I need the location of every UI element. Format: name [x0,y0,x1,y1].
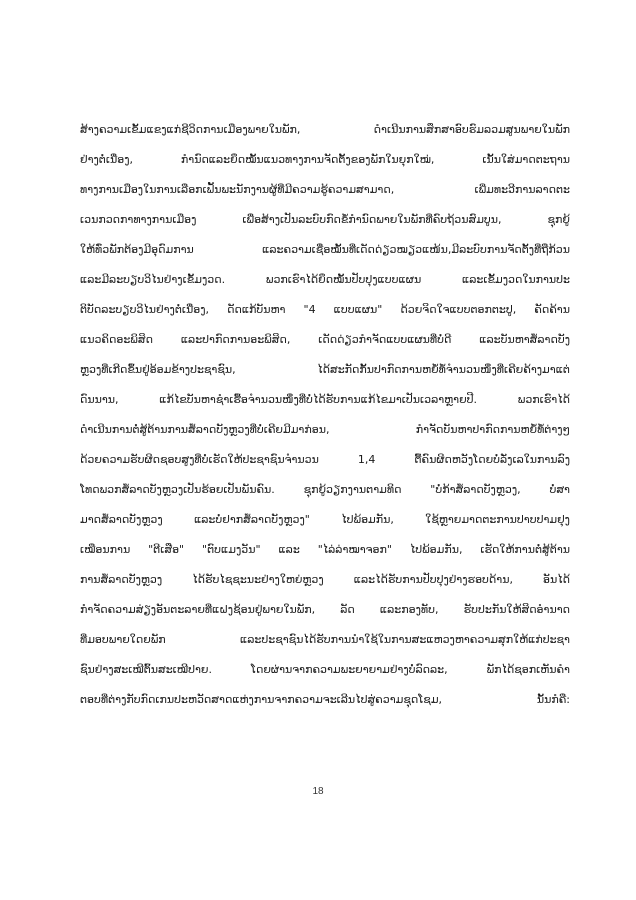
text-line: ສ້າງຄວາມເຂັ້ມແຂງແກ່ຊີວິດການເມືອງພາຍໃນພັກ, ດຳເນີນການສຶກສາອົບຮົມລວມສູນພາຍໃນພັກ [80,123,570,136]
text-line: ດົນນານ, ແກ້ໄຂບັນຫາຊຳເຮື້ອຈຳນວນໜຶ່ງທີ່ບໍ່ໄດ້ຮັບການແກ້ໄຂມາເປັນເວລາຫຼາຍປີ. ພວກເຮົາໄດ້ [80,393,570,406]
text-line: ຫຼວງທີ່ເກີດຂຶ້ນຢູ່ອ້ອມຂ້າງປະຊາຊົນ, ໄດ້ສະກັດກັ້ນປາກົດການຫຍໍ້ທໍ້ຈຳນວນໜຶ່ງທີ່ເຄີຍຄ້າງມາແຕ່ [80,363,570,376]
text-line: ຕິບັດລະບຽບວິໄນຢ່າງຕໍ່ເນື່ອງ, ດັດແກ້ບັນຫາ "4 ແບບແຜນ" ດ້ວຍຈິດໃຈແບບຕອກຕະປູ, ຄັດຄ້ານ [80,303,570,316]
text-line: ໃຫ້ທົ່ວພັກຕ້ອງມີອຸດົມການ ແລະຄວາມເຊື່ອໝັ້ນທີ່ເດັດດ່ຽວໝຽວແໜ້ນ,ມີລະບົບການຈັດຕັ້ງທີ່ຖືກ້ວນ [80,243,570,256]
text-line: ທີ່ມອບພາຍໃດຍພັກ ແລະປະຊາຊົນໄດ້ຮັບການນຳໃຊ້ໃນການສະແຫວງຫາຄວາມສຸກໃຫ້ແກ່ປະຊາ [80,633,570,646]
text-line: ແນວຄິດອະພິສິດ ແລະປາກົດການອະພິສິດ, ເດັດດ່ຽວກຳຈັດແບບແຜນທີ່ບໍ່ດີ ແລະບັນຫາສໍ້ລາດບັງ [80,333,570,346]
page-number: 18 [312,786,324,797]
text-line: ແລະມີລະບຽບວິໄນຢ່າງເຂັ້ມງວດ. ພວກເຮົາໄດ້ຍຶດໝັ້ນປັບປຸງແບບແຜນ ແລະເຂັ້ມງວດໃນການປະ [80,273,570,286]
text-line: ທາງການເມືອງໃນການເລືອກເຟັ້ນພະນັກງານຜູ້ທີ່ມີຄວາມຮູ້ຄວາມສາມາດ, ເພີ່ມທະວີການລາດຕະ [80,183,570,196]
text-line: ການສໍ້ລາດບັງຫຼວງ ໄດ້ຮັບໄຊຊະນະຢ່າງໃຫຍ່ຫຼວງ ແລະໄດ້ຮັບການປັບປຸງຢ່າງຮອບດ້ານ, ອັນໄດ້ [80,573,570,586]
text-line: ເໝືອນການ "ຕີເສືອ" "ຕົບແມງວັນ" ແລະ "ໄລ່ລ່າໝາຈອກ" ໄປພ້ອມກັນ, ເຮັດໃຫ້ການຕໍ່ສູ້ຕ້ານ [80,543,570,556]
text-line: ຊົນຢ່າງສະເໝີຕົ້ນສະເໝີປາຍ. ໂດຍຜ່ານຈາກຄວາມພະຍາຍາມຢ່າງບໍ່ລົດລະ, ພັກໄດ້ຊອກເຫັນຄຳ [80,663,570,676]
text-line: ໂທດພວກສໍ້ລາດບັງຫຼວງເປັນຮ້ອຍເປັນພັນຄົນ. ຊຸກຍູ້ວຽກງານຕາມທິດ "ບໍ່ກ້າສໍ້ລາດບັງຫຼວງ, ບໍ່ສາ [80,483,570,496]
text-line: ດ້ວຍຄວາມຮັບຜິດຊອບສູງທີ່ບໍ່ເຮັດໃຫ້ປະຊາຊົນຈຳນວນ 1,4 ຕື້ຄົນຜິດຫວັງໂດຍບໍ່ລັ່ງເລໃນການລົງ [80,453,570,466]
text-line: ດຳເນີນການຕໍ່ສູ້ຕ້ານການສໍ້ລາດບັງຫຼວງທີ່ບໍ່ເຄີຍມີມາກ່ອນ, ກຳຈັດບັນຫາປາກົດການຫຍໍ້ທໍ້ຕ່າງໆ [80,423,570,436]
text-line: ຕອບທີ່ຕ່າງກັບກົດເກນປະຫວັດສາດແຫ່ງການຈາກຄວາມຈະເລີນໄປສູ່ຄວາມຊຸດໂຊມ, ນັ້ນກໍຄື: [80,693,570,706]
text-line: ຢ່າງຕໍ່ເນື່ອງ, ກຳນົດແລະຍຶດໝັ້ນແນວທາງການຈັດຕັ້ງຂອງພັກໃນຍຸກໃໝ່, ເນັ້ນໃສ່ມາດຕະຖານ [80,153,570,166]
body-text [80,115,570,715]
text-line: ເວນກວດກາທາງການເມືອງ ເພື່ອສ້າງເປັນລະບົບກົດຂໍ້ກຳນົດພາຍໃນພັກທີ່ຄົບຖ້ວນສົມບູນ, ຊຸກຍູ້ [80,213,570,226]
text-line: ກຳຈັດຄວາມສ່ຽງອັນຕະລາຍທີ່ແຝງຊ້ອນຢູ່ພາຍໃນພັກ, ລັດ ແລະກອງທັບ, ຮັບປະກັນໃຫ້ສິດອຳນາດ [80,603,570,616]
text-line: ມາດສໍ້ລາດບັງຫຼວງ ແລະບໍ່ຢາກສໍ້ລາດບັງຫຼວງ" ໄປພ້ອມກັນ, ໃຊ້ຫຼາຍມາດຕະການປາບປາມຢຸງ [80,513,570,526]
